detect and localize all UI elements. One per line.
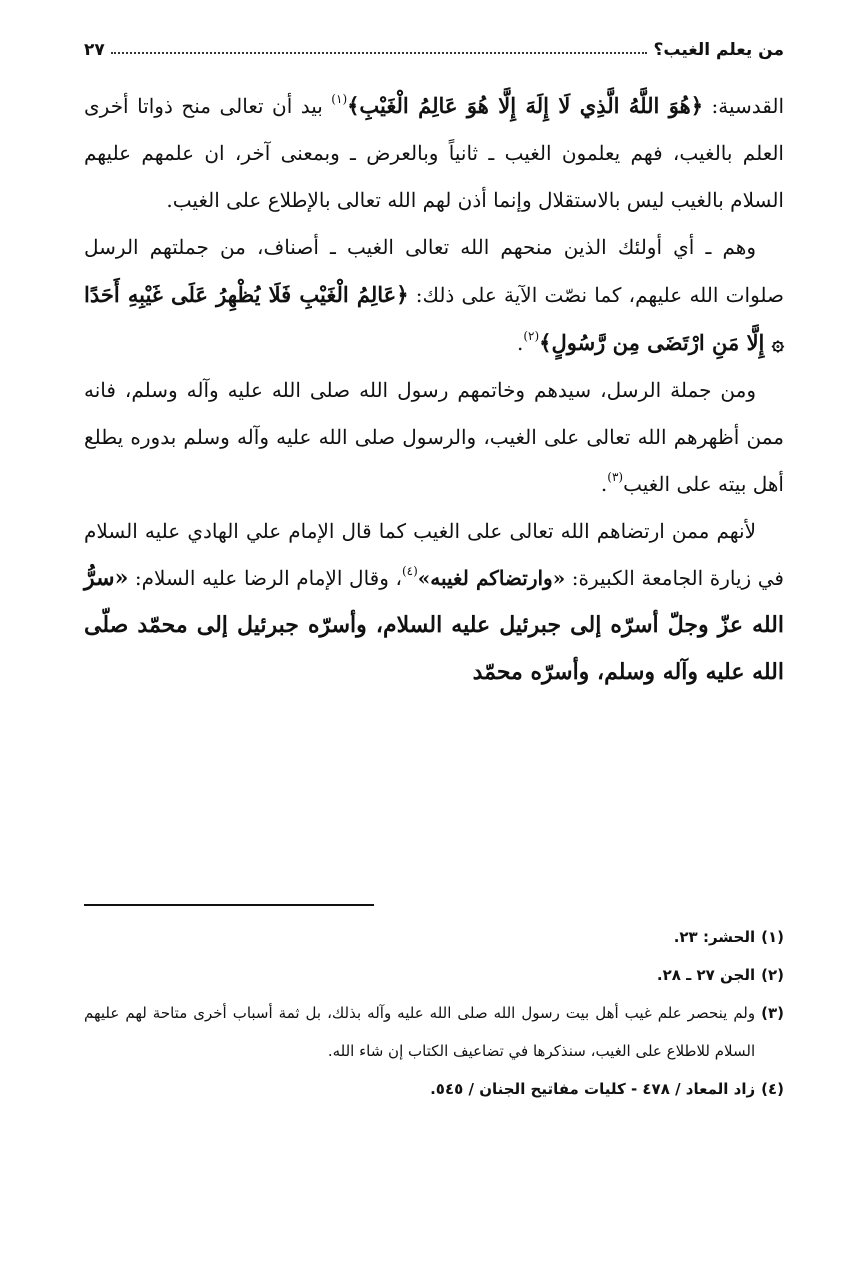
p1-text-b: بيد أن تعالى منح ذواتا أخرى العلم بالغيب، فهم يعلمون الغيب ـ ثانياً وبالعرض ـ وبمعنى آخر، ان علمهم عليهم السلام بالغيب ليس بالاستقلال وإنما أذن لهم الله تعالى بالإطلاع على الغيب. [84,94,784,212]
p2-text-b: . [516,331,524,355]
hadith-quote: «سرُّ الله عزّ وجلّ أسرّه إلى جبرئيل عليه السلام، وأسرّه جبرئيل إلى محمّد صلّى الله عليه وآله وسلم، وأسرّه محمّد [84,565,784,685]
p4-text-b: ، وقال الإمام الرضا عليه السلام: [128,566,402,590]
footnote-ref-2[interactable]: (٢) [523,329,540,343]
footnote-2 [84,956,784,994]
p4-text-a: لأنهم ممن ارتضاهم الله تعالى على الغيب كما قال الإمام علي الهادي عليه السلام في زيارة الجامعة الكبيرة: [84,519,784,590]
paragraph-2 [84,224,784,367]
footnote-ref-4[interactable]: (٤) [401,564,418,578]
quran-verse-1: ﴿هُوَ اللَّهُ الَّذِي لَا إِلَهَ إِلَّا هُوَ عَالِمُ الْغَيْبِ﴾ [347,93,704,118]
ziyara-quote: «وارتضاكم لغيبه» [417,566,566,590]
quran-verse-2: ﴿عَالِمُ الْغَيْبِ فَلَا يُظْهِرُ عَلَى غَيْبِهِ أَحَدًا ۞ إِلَّا مَنِ ارْتَضَى مِن رَّسُولٍ﴾ [84,282,784,355]
footnote-text: الحشر: ٢٣. [673,928,756,946]
p1-text-a: القدسية: [703,94,785,118]
p2-text-a: وهم ـ أي أولئك الذين منحهم الله تعالى الغيب ـ أصناف، من جملتهم الرسل صلوات الله عليهم، كما نصّت الآية على ذلك: [84,235,785,307]
body-text [84,82,784,696]
footnote-number: (٣) [761,1004,784,1022]
page [84,30,784,696]
footnote-text: الجن ٢٧ ـ ٢٨. [656,966,756,984]
footnote-number: (٤) [761,1080,784,1098]
dot-leader [111,51,648,54]
footnote-text: زاد المعاد / ٤٧٨ - كليات مفاتيح الجنان / ٥٤٥. [430,1080,756,1098]
p3-text-a: ومن جملة الرسل، سيدهم وخاتمهم رسول الله صلى الله عليه وآله وسلم، فانه ممن أظهرهم الله تعالى على الغيب، والرسول صلى الله عليه وآله وسلم بدوره يطلع أهل بيته على الغيب [84,378,784,496]
footnote-3 [84,994,784,1070]
footnote-4 [84,1070,784,1108]
footnote-ref-3[interactable]: (٣) [607,470,624,484]
paragraph-4 [84,508,784,696]
p3-text-b: . [600,472,608,496]
paragraph-3 [84,367,784,508]
footnote-text: ولم ينحصر علم غيب أهل بيت رسول الله صلى الله عليه وآله بذلك، بل ثمة أسباب أخرى متاحة لهم عليهم السلام للاطلاع على الغيب، سنذكرها في تضاعيف الكتاب إن شاء الله. [84,1004,756,1060]
paragraph-1 [84,82,784,224]
running-header [84,30,784,60]
footnote-ref-1[interactable]: (١) [331,92,348,106]
footnote-1 [84,918,784,956]
footnote-separator [84,904,374,906]
footnote-number: (٢) [761,966,784,984]
page-number: ٢٧ [84,40,105,60]
header-title: من يعلم الغيب؟ [653,40,784,60]
footnotes [84,918,784,1108]
footnote-number: (١) [761,928,784,946]
